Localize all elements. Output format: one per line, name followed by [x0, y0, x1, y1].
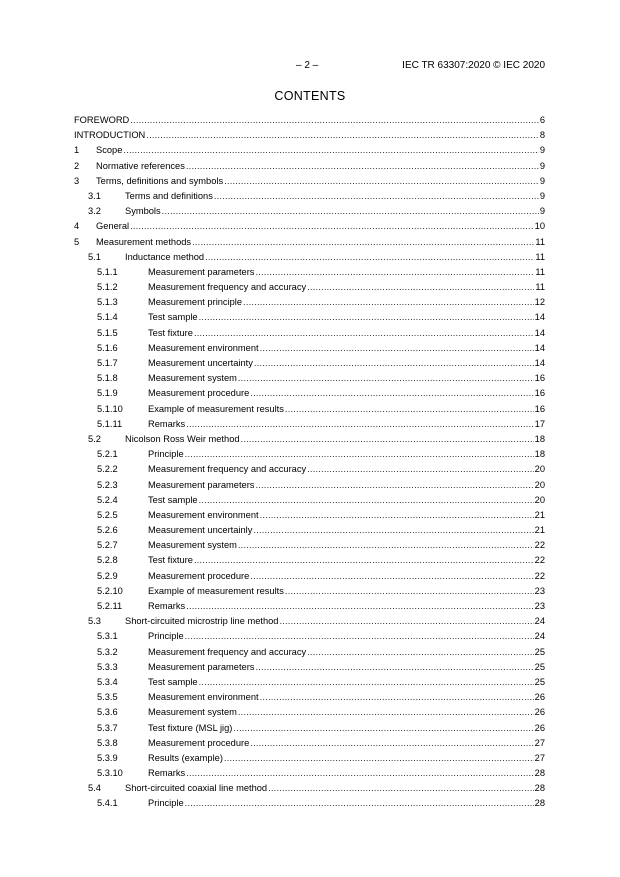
- toc-entry-title: Measurement methods: [96, 235, 192, 250]
- toc-entry-page: 16: [534, 386, 545, 401]
- toc-entry-page: 20: [534, 493, 545, 508]
- toc-entry-number: 3.2: [88, 206, 101, 217]
- toc-entry-title: Normative references: [96, 159, 186, 174]
- toc-entry: [74, 660, 545, 675]
- toc-entry: [74, 538, 545, 553]
- toc-entry-title: Measurement parameters: [148, 478, 255, 493]
- toc-entry-title: Measurement environment: [148, 690, 260, 705]
- toc-entry-number: 5.2.5: [97, 509, 118, 520]
- toc-entry-number: 5.4.1: [97, 798, 118, 809]
- dot-leader: [238, 538, 534, 553]
- dot-leader: [279, 614, 533, 629]
- dot-leader: [254, 356, 534, 371]
- dot-leader: [186, 599, 533, 614]
- toc-entry-number: 5.2.1: [97, 449, 118, 460]
- toc-entry-title: Measurement procedure: [148, 386, 250, 401]
- toc-entry-title: Short-circuited coaxial line method: [125, 781, 268, 796]
- toc-entry-number: 5.3: [88, 616, 101, 627]
- toc-entry: [74, 113, 545, 128]
- toc-entry-number: 5.2.7: [97, 540, 118, 551]
- toc-entry-page: 28: [534, 766, 545, 781]
- toc-entry-title: Results (example): [148, 751, 224, 766]
- toc-entry: [74, 143, 545, 158]
- toc-entry-number: 2: [74, 160, 80, 171]
- toc-entry: [74, 614, 545, 629]
- toc-entry-number: 5.2.6: [97, 525, 118, 536]
- toc-entry: [74, 690, 545, 705]
- toc-entry-number: 5.3.3: [97, 661, 118, 672]
- toc-entry: [74, 159, 545, 174]
- dot-leader: [268, 781, 534, 796]
- toc-entry-number: 5.1.3: [97, 297, 118, 308]
- dot-leader: [199, 310, 534, 325]
- toc-entry: [74, 326, 545, 341]
- toc-entry-page: 9: [539, 174, 545, 189]
- toc-entry: [74, 204, 545, 219]
- toc-entry-page: 26: [534, 721, 545, 736]
- dot-leader: [186, 417, 533, 432]
- toc-entry-number: 5.1.8: [97, 373, 118, 384]
- dot-leader: [260, 690, 534, 705]
- toc-entry-title: Measurement system: [148, 538, 238, 553]
- dot-leader: [130, 219, 534, 234]
- toc-entry-number: 5.2.3: [97, 479, 118, 490]
- toc-entry-page: 25: [534, 645, 545, 660]
- toc-entry: [74, 310, 545, 325]
- dot-leader: [194, 553, 534, 568]
- dot-leader: [214, 189, 539, 204]
- toc-entry-page: 20: [534, 478, 545, 493]
- dot-leader: [241, 432, 534, 447]
- toc-entry-number: 5.1.1: [97, 266, 118, 277]
- toc-entry-title: Symbols: [125, 204, 162, 219]
- toc-entry-page: 27: [534, 751, 545, 766]
- toc-entry-title: Terms and definitions: [125, 189, 214, 204]
- toc-entry-page: 24: [534, 614, 545, 629]
- toc-entry-title: General: [96, 219, 130, 234]
- toc-entry: [74, 493, 545, 508]
- toc-entry-page: 21: [534, 523, 545, 538]
- toc-entry-title: Short-circuited microstrip line method: [125, 614, 279, 629]
- dot-leader: [192, 235, 534, 250]
- toc-entry: [74, 569, 545, 584]
- dot-leader: [238, 371, 534, 386]
- toc-entry: [74, 796, 545, 811]
- toc-entry-page: 11: [534, 250, 545, 265]
- toc-entry-number: 1: [74, 145, 80, 156]
- toc-entry-page: 26: [534, 690, 545, 705]
- dot-leader: [307, 462, 534, 477]
- toc-entry-title: Principle: [148, 796, 185, 811]
- toc-entry: [74, 128, 545, 143]
- dot-leader: [250, 736, 533, 751]
- toc-entry-page: 24: [534, 629, 545, 644]
- dot-leader: [186, 766, 533, 781]
- toc-entry-page: 25: [534, 660, 545, 675]
- toc-entry-page: 11: [534, 280, 545, 295]
- toc-entry: [74, 508, 545, 523]
- toc-entry-title: Measurement uncertainty: [148, 356, 254, 371]
- toc-entry-page: 12: [534, 295, 545, 310]
- toc-entry-page: 16: [534, 402, 545, 417]
- toc-entry-title: FOREWORD: [74, 113, 130, 128]
- toc-entry-title: Remarks: [148, 599, 186, 614]
- toc-entry-page: 22: [534, 569, 545, 584]
- toc-entry-title: Example of measurement results: [148, 584, 285, 599]
- toc-entry-title: Remarks: [148, 766, 186, 781]
- toc-entry-number: 5.3.4: [97, 676, 118, 687]
- toc-entry-page: 10: [534, 219, 545, 234]
- dot-leader: [224, 174, 539, 189]
- dot-leader: [123, 143, 538, 158]
- toc-entry-title: Measurement principle: [148, 295, 243, 310]
- toc-entry-page: 18: [534, 432, 545, 447]
- toc-entry: [74, 781, 545, 796]
- toc-entry: [74, 523, 545, 538]
- dot-leader: [307, 280, 534, 295]
- toc-entry: [74, 675, 545, 690]
- toc-entry: [74, 189, 545, 204]
- toc-entry: [74, 250, 545, 265]
- dot-leader: [250, 569, 533, 584]
- toc-entry-title: Example of measurement results: [148, 402, 285, 417]
- toc-entry: [74, 629, 545, 644]
- toc-entry-title: Scope: [96, 143, 123, 158]
- dot-leader: [285, 402, 534, 417]
- toc-entry-page: 22: [534, 553, 545, 568]
- toc-entry-number: 5.3.7: [97, 722, 118, 733]
- toc-entry: [74, 295, 545, 310]
- toc-entry-number: 5.3.8: [97, 737, 118, 748]
- toc-entry-number: 5.2.8: [97, 555, 118, 566]
- document-reference: IEC TR 63307:2020 © IEC 2020: [402, 60, 545, 71]
- toc-entry-number: 5.1.4: [97, 312, 118, 323]
- toc-entry-number: 5.4: [88, 783, 101, 794]
- dot-leader: [250, 386, 533, 401]
- toc-entry-title: INTRODUCTION: [74, 128, 146, 143]
- toc-entry-number: 5: [74, 236, 80, 247]
- toc-entry: [74, 432, 545, 447]
- toc-entry-title: Measurement parameters: [148, 265, 255, 280]
- toc-entry-number: 5.1.7: [97, 358, 118, 368]
- toc-entry: [74, 447, 545, 462]
- toc-entry-title: Measurement parameters: [148, 660, 255, 675]
- toc-entry-page: 20: [534, 462, 545, 477]
- toc-entry-page: 9: [539, 204, 545, 219]
- toc-entry: [74, 721, 545, 736]
- dot-leader: [260, 508, 534, 523]
- toc-entry-page: 17: [534, 417, 545, 432]
- toc-entry-number: 3: [74, 175, 80, 186]
- toc-entry-number: 5.1.5: [97, 327, 118, 338]
- dot-leader: [199, 675, 534, 690]
- toc-entry-page: 26: [534, 705, 545, 720]
- toc-entry-number: 5.2.11: [97, 601, 123, 611]
- toc-entry-page: 21: [534, 508, 545, 523]
- toc-entry: [74, 371, 545, 386]
- toc-entry-number: 5.2.4: [97, 494, 118, 505]
- toc-entry-title: Measurement environment: [148, 508, 260, 523]
- toc-entry: [74, 645, 545, 660]
- toc-entry-title: Test fixture: [148, 553, 194, 568]
- dot-leader: [260, 341, 534, 356]
- toc-entry-page: 9: [539, 189, 545, 204]
- toc-entry-title: Measurement frequency and accuracy: [148, 462, 307, 477]
- toc-entry: [74, 584, 545, 599]
- toc-entry-number: 5.2.2: [97, 464, 118, 475]
- toc-entry-page: 28: [534, 781, 545, 796]
- toc-entry: [74, 417, 545, 432]
- toc-entry-number: 5.1.9: [97, 388, 118, 399]
- toc-entry-page: 11: [534, 265, 545, 280]
- toc-entry-title: Measurement system: [148, 705, 238, 720]
- dot-leader: [194, 326, 534, 341]
- toc-entry: [74, 478, 545, 493]
- toc-entry-number: 5.3.9: [97, 752, 118, 763]
- table-of-contents: [74, 113, 545, 812]
- toc-entry-number: 5.2.9: [97, 570, 118, 581]
- toc-entry-page: 28: [534, 796, 545, 811]
- toc-entry: [74, 356, 545, 371]
- toc-entry-title: Test fixture (MSL jig): [148, 721, 233, 736]
- toc-entry: [74, 219, 545, 234]
- toc-entry-page: 25: [534, 675, 545, 690]
- dot-leader: [185, 796, 534, 811]
- toc-entry-page: 14: [534, 326, 545, 341]
- toc-entry-page: 8: [539, 128, 545, 143]
- toc-entry: [74, 705, 545, 720]
- toc-entry-page: 6: [539, 113, 545, 128]
- toc-entry-title: Test sample: [148, 675, 199, 690]
- toc-entry-number: 5.3.1: [97, 631, 118, 642]
- dot-leader: [224, 751, 534, 766]
- toc-entry-title: Principle: [148, 447, 185, 462]
- toc-entry: [74, 341, 545, 356]
- toc-entry-number: 5.3.2: [97, 646, 118, 657]
- toc-entry-page: 22: [534, 538, 545, 553]
- toc-entry-title: Remarks: [148, 417, 186, 432]
- toc-entry-page: 11: [534, 235, 545, 250]
- toc-entry: [74, 766, 545, 781]
- toc-entry-title: Inductance method: [125, 250, 205, 265]
- toc-entry-title: Test sample: [148, 310, 199, 325]
- toc-entry-page: 14: [534, 310, 545, 325]
- toc-entry-number: 5.2: [88, 433, 101, 444]
- toc-entry-title: Measurement system: [148, 371, 238, 386]
- toc-entry-page: 23: [534, 584, 545, 599]
- page-number: – 2 –: [296, 60, 319, 71]
- toc-entry-page: 23: [534, 599, 545, 614]
- dot-leader: [185, 629, 534, 644]
- toc-entry-number: 4: [74, 221, 80, 232]
- toc-entry-number: 5.3.6: [97, 707, 118, 718]
- toc-entry-title: Measurement frequency and accuracy: [148, 280, 307, 295]
- toc-entry: [74, 751, 545, 766]
- toc-entry: [74, 174, 545, 189]
- toc-entry-title: Principle: [148, 629, 185, 644]
- toc-entry: [74, 386, 545, 401]
- toc-entry: [74, 402, 545, 417]
- toc-entry: [74, 599, 545, 614]
- dot-leader: [255, 265, 534, 280]
- toc-entry: [74, 265, 545, 280]
- dot-leader: [285, 584, 534, 599]
- toc-entry-title: Test fixture: [148, 326, 194, 341]
- toc-entry: [74, 280, 545, 295]
- toc-entry-page: 27: [534, 736, 545, 751]
- contents-title: CONTENTS: [274, 89, 346, 103]
- toc-entry-title: Measurement procedure: [148, 569, 250, 584]
- dot-leader: [186, 159, 539, 174]
- toc-entry-number: 5.1: [88, 251, 101, 262]
- dot-leader: [253, 523, 533, 538]
- dot-leader: [233, 721, 533, 736]
- toc-entry-title: Measurement environment: [148, 341, 260, 356]
- toc-entry-page: 9: [539, 159, 545, 174]
- toc-entry-page: 9: [539, 143, 545, 158]
- toc-entry-page: 14: [534, 356, 545, 371]
- toc-entry: [74, 736, 545, 751]
- dot-leader: [255, 478, 533, 493]
- toc-entry-number: 5.1.2: [97, 282, 118, 293]
- toc-entry-number: 5.2.10: [97, 585, 123, 596]
- toc-entry-title: Measurement uncertainly: [148, 523, 253, 538]
- dot-leader: [130, 113, 539, 128]
- toc-entry-number: 5.1.11: [97, 418, 123, 429]
- toc-entry-title: Terms, definitions and symbols: [96, 174, 224, 189]
- toc-entry-page: 14: [534, 341, 545, 356]
- dot-leader: [146, 128, 539, 143]
- toc-entry-title: Measurement procedure: [148, 736, 250, 751]
- toc-entry-number: 5.3.10: [97, 768, 123, 779]
- toc-entry-number: 5.1.10: [97, 403, 123, 414]
- toc-entry-title: Test sample: [148, 493, 199, 508]
- toc-entry: [74, 462, 545, 477]
- dot-leader: [243, 295, 534, 310]
- dot-leader: [162, 204, 539, 219]
- toc-entry: [74, 553, 545, 568]
- dot-leader: [255, 660, 533, 675]
- dot-leader: [307, 645, 534, 660]
- toc-entry-title: Nicolson Ross Weir method: [125, 432, 241, 447]
- toc-entry-number: 3.1: [88, 190, 101, 201]
- dot-leader: [205, 250, 534, 265]
- dot-leader: [199, 493, 534, 508]
- toc-entry-page: 16: [534, 371, 545, 386]
- dot-leader: [185, 447, 534, 462]
- toc-entry: [74, 235, 545, 250]
- toc-entry-number: 5.3.5: [97, 692, 118, 703]
- toc-entry-page: 18: [534, 447, 545, 462]
- toc-entry-title: Measurement frequency and accuracy: [148, 645, 307, 660]
- dot-leader: [238, 705, 534, 720]
- toc-entry-number: 5.1.6: [97, 342, 118, 353]
